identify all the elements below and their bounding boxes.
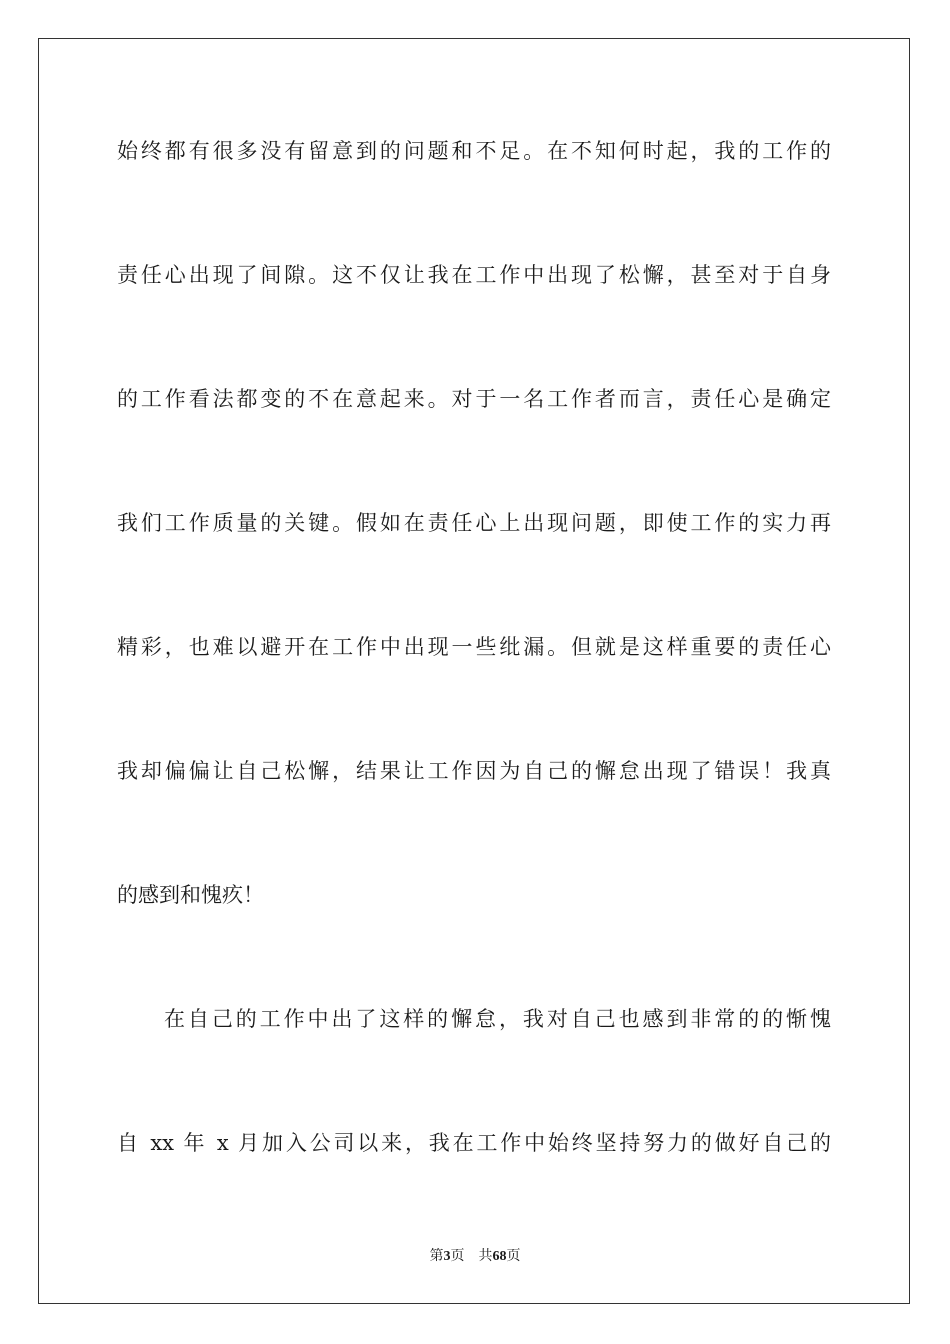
footer-total-pages: 68 <box>492 1249 507 1264</box>
page-footer <box>0 1246 950 1267</box>
text-line-1: 始终都有很多没有留意到的问题和不足。在不知何时起，我的工作的 <box>117 139 831 163</box>
footer-page-suffix: 页 <box>450 1248 465 1264</box>
text-line-8: 在自己的工作中出了这样的懈怠，我对自己也感到非常的的惭愧 <box>164 1007 831 1031</box>
footer-total-prefix: 共 <box>478 1248 493 1264</box>
footer-page-number: 3 <box>443 1249 451 1264</box>
text-line-2: 责任心出现了间隙。这不仅让我在工作中出现了松懈，甚至对于自身 <box>117 263 831 287</box>
footer-total-suffix: 页 <box>506 1248 521 1264</box>
text-line-5: 精彩，也难以避开在工作中出现一些纰漏。但就是这样重要的责任心 <box>117 635 831 659</box>
text-line-6: 我却偏偏让自己松懈，结果让工作因为自己的懈怠出现了错误！我真 <box>117 759 831 783</box>
footer-page-prefix: 第 <box>429 1248 444 1264</box>
text-line-4: 我们工作质量的关键。假如在责任心上出现问题，即使工作的实力再 <box>117 511 831 535</box>
text-line-7: 的感到和愧疚！ <box>117 883 264 907</box>
text-line-3: 的工作看法都变的不在意起来。对于一名工作者而言，责任心是确定 <box>117 387 831 411</box>
page-border <box>38 38 910 1304</box>
text-line-9: 自 xx 年 x 月加入公司以来，我在工作中始终坚持努力的做好自己的 <box>117 1131 831 1155</box>
